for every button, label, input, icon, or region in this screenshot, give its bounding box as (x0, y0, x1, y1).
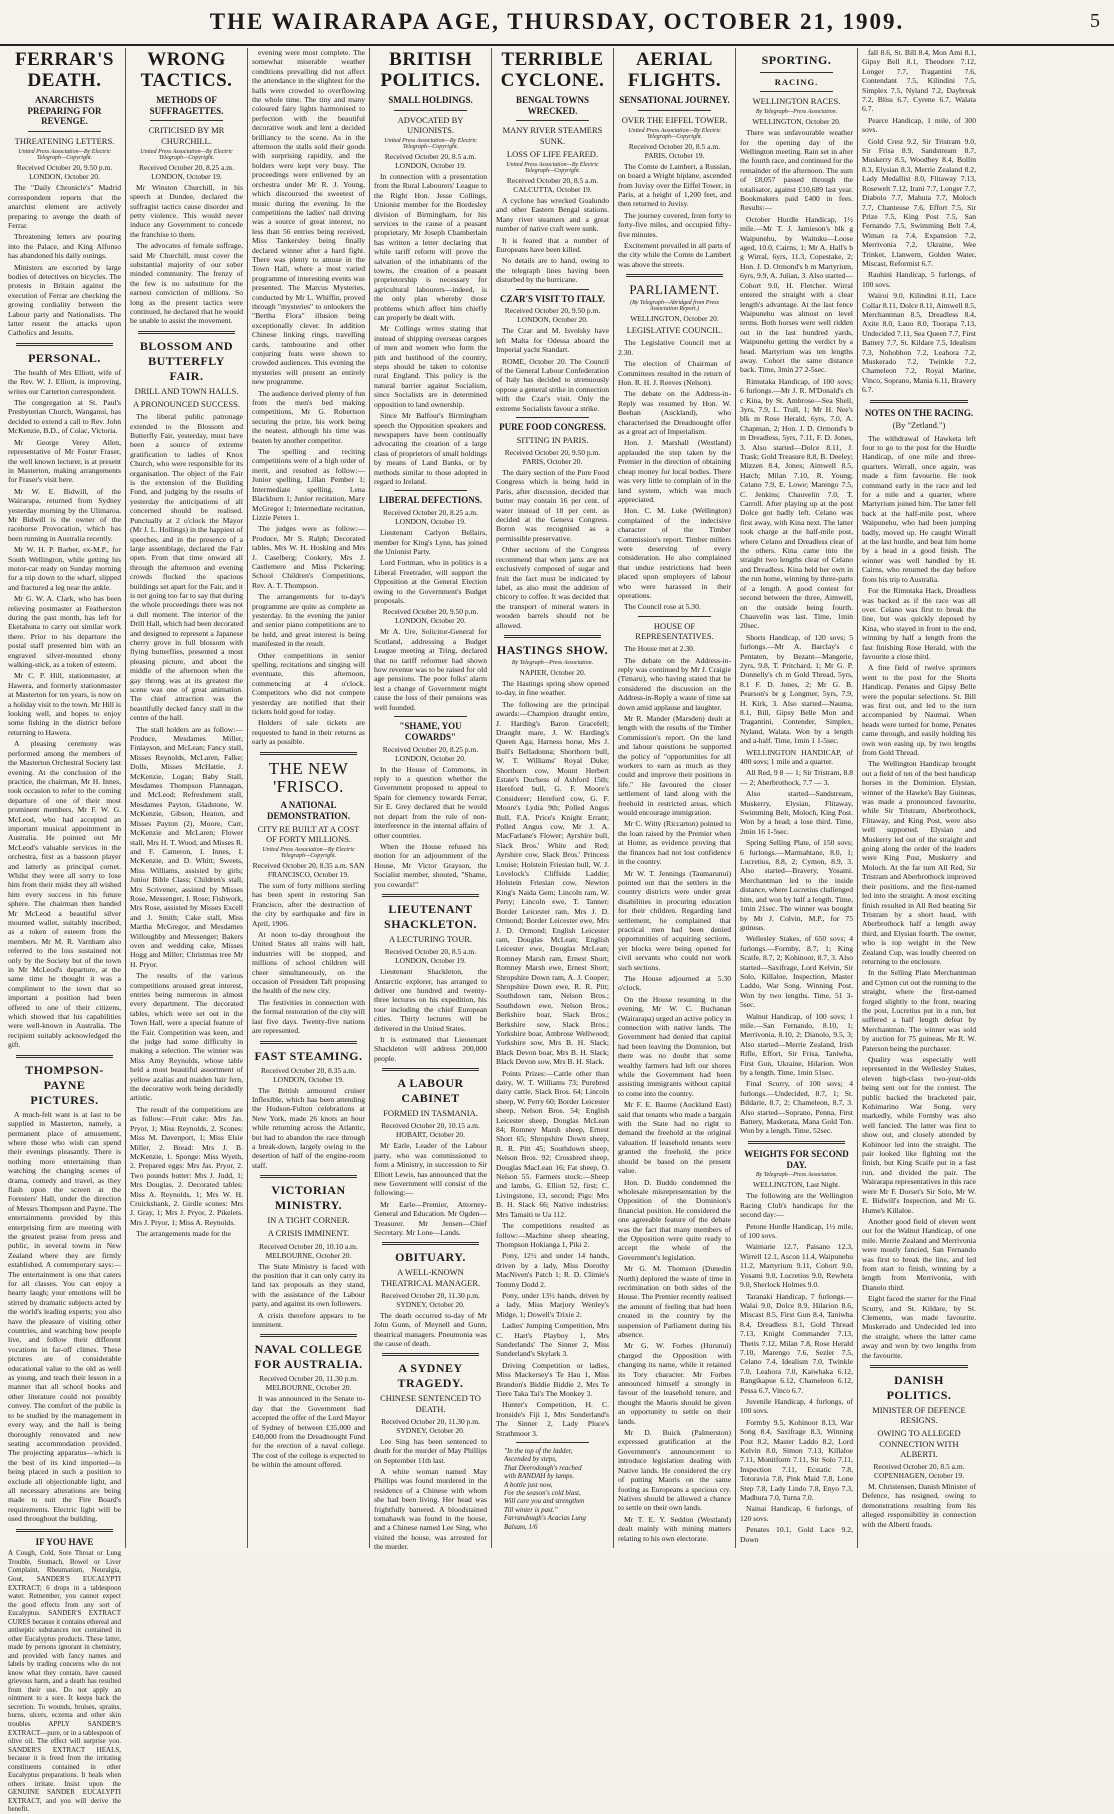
article-paragraph: A cyclone has wrecked Goalundo and other Eastern Bengal stations. Many river steamers and a great number of native craft were sunk. (496, 195, 609, 234)
article-paragraph: Rimutaka Handicap, of 100 sovs; 6 furlongs.—Mr J. R. M'Donald's ch c Kina, by St. Ambrose—Sea Shell, 3yrs, 7.9, L. Trull, 1; Mr H. Nee's blk m Rose Herald, 6yrs, 7.0, A. Chapman, 2; Hon. J. D. Ormond's b m Dreadless, 5yrs, 7.11, F. D. Jones, 3. Also started—Dolce 8.11, J. Trask; Gold Treasure 8.8, B. Deeley; Mizzen 8.4, Jones; Aimwell 8.5, Hatch; Milan 7.10, R. Young; Celano 7.9, E. Lowe; Marengo 7.5, C. Jenkins; Chauvelin 7.0, T. Carroll. After playing up at the post Dolce got badly left. Celano was first away, with Kina next. The latter took charge at the half-mile post, where Celano and Dreadless clear of the others. Kina came into the straight two lengths clear of Celano and Dreadless. Kina held her own in the run home, winning by three-parts of a length. A good contest for second between the three, Aimwell, on the outside being fourth. Chauvelin was last. Time, 1min 20sec. (740, 376, 853, 631)
article-paragraph: In the Selling Plate Merchantman and Cymon cut out the running to the straight, where the first-named forged slightly to the front, nearing the post, Lucretius put in a run, but suffered a half length defeat by Merchantman. The winner was sold by auction for 75 guineas, Mr R. W. Paterson being the purchaser. (862, 968, 976, 1053)
dateline: Received October 20, 8.35 a.m. LONDON, October 19. (261, 1065, 356, 1084)
article-paragraph: Other sections of the Congress recommend that when jams are not exclusively composed of sugar and fruit the fact must be indicated by label, as also must the addition of chicory to coffee. It was decided that the transport of mineral waters in wooden barrels should not be allowed. (496, 545, 609, 630)
article-paragraph: All Red, 9 8 — 1; Sir Tristram, 8.8 — 2; Aberbrothock, 7.7 — 3. (740, 768, 853, 787)
section-subhead: RACING. (774, 77, 819, 87)
wire-credit: By Telegraph—Press Association. (755, 1172, 838, 1179)
dateline: Received October 20, 8.5 a.m. LONDON, October 19. (384, 151, 477, 170)
article-subhead: OVER THE EIFFEL TOWER. (621, 114, 728, 125)
article-paragraph: A much-felt want is at last to be supplied in Masterton, namely, a permanent place of amusement, where those who wish can spend their evenings pleasantly. There is nothing more entertaining than watching the changing scenes of drama, comedy and travel, as they flash upon the screen at the Foresters' Hall, under the direction of Messrs Thompson and Payne. The entertainments provided by this enterprising firm are meeting with the greatest praise from press and public, in several towns in New Zealand where they are firmly established. A contemporary says:—The entertainment is one that caters for all classes. You can enjoy a hearty laugh; your emotions will be stirred by dramatic subjects acted by the world's leading experts; you also have the pleasure of visiting other countries, and watching how people live, and follow their different vocations in far-off climes. These pictures are of considerable educational value to the old as well as young, and teach their lesson in a manner that all school books and other literature could not possibly convey. The comfort of the public is to be studied by the management in every way, and the hall is being thoroughly renovated and new seating accommodation provided. The projecting apparatus—which is the best of its kind imported—is being placed in such a position to exclude all objectionable light, and all necessary alterations are being made to suit the Fire Board's requirements. Electric light will be used throughout the building. (8, 1109, 121, 1524)
wire-credit: United Press Association—By Electric Telegraph—Copyright. (18, 149, 111, 162)
article-paragraph: The journey covered, from forty to forty-five miles, and occupied fifty-five minutes. (618, 210, 731, 239)
article-paragraph: Lieutenant Carlyon Bellairs, member for King's Lynn, has joined the Unionist Party. (374, 528, 487, 556)
article-paragraph: The debate on the Address-in-reply was continued by Mr J. Craigie (Timaru), who having stated that he considered the discussion on the Address-in-Reply a waste of time sat down amid applause and laughter. (618, 655, 731, 712)
article-subhead: A WELL-KNOWN THEATRICAL MANAGER. (380, 1267, 481, 1288)
article-paragraph: It is feared that a number of Europeans have been killed. (496, 235, 609, 254)
article-paragraph: A fine field of twelve sprinters went to the post for the Shorts Handicap. Penates and Gipsy Belle were the popular selections. St. Bill was first out, and led to the turn accompanied by Naumai. When heads were turned for home, Penates came through, and easily holding his own won easing up, by two lengths from Gold Thread. (862, 663, 976, 758)
article-paragraph: fall 8.6, St. Bill 8.4, Mon Ami 8.1, Gipsy Bell 8.1, Theodore 7.12, Longer 7.7, Tragantini 7.6, Contendant 7.5, Kilindini 7.5, Simplex 7.5, Nyland 7.2, Daybreak 7.2, Bliss 6.7, Cyrene 6.7, Walata 6.7. (862, 48, 976, 114)
article-paragraph: A pleasing ceremony was performed among the members of the Masterton Orchestral Society last evening. At the conclusion of the practice, the chairman, Mr H. Innes, took occasion to refer to the coming departure of one of their most prominent members, Mr F. W. G. McLeod, who had accepted an important musical appointment in Australia. He pointed out Mr McLeod's valuable services in the orchestra, first as a bassoon player and latterly as principal cornet. Whilst they were all sorry to lose him from their midst they all wished him every success in his future sphere. The chairman then handed Mr McLeod a beautiful silver mounted wallet, suitably inscribed, as a token of esteem from the members. Mr M. R. Varnham also referred to the loss sustained not only by the Society but of the town in Mr McLeod's departure, at the same time he thought it was a compliment to the town that so important a position had been offered to one of their citizens, which showed that his capabilities were well-known in Australia. The recipient suitably acknowledged the gift. (8, 739, 121, 1050)
article-subhead: SITTING IN PARIS. (516, 434, 589, 445)
section-headline: NAVAL COLLEGE FOR AUSTRALIA. (254, 1342, 363, 1372)
article-subhead: BENGAL TOWNS WRECKED. (516, 94, 589, 116)
article-paragraph: The Council rose at 5.30. (624, 602, 701, 612)
article-paragraph: A crisis therefore appears to be imminent. (252, 1310, 365, 1329)
section-subhead: CZAR'S VISIT TO ITALY. (499, 293, 606, 304)
article-paragraph: The festivities in connection with the formal restoration of the city will last five days. Twenty-five nations are represented. (252, 997, 365, 1036)
article-paragraph: Penates 10.1, Gold Lace 9.2, Down (740, 1525, 853, 1544)
article-paragraph: The congregation at St. Paul's Presbyterian Church, Wanganui, has decided to extend a call to Rev. John McKenzie, B.D., of Colac, Victoria. (8, 398, 121, 436)
dateline: Received October 20, 9.50 p.m. LONDON, October 20. (16, 163, 113, 182)
article-paragraph: The audience derived plenty of fun from the men's bed making competitions, Mr G. Robertson securing the prize, his work being the neatest, although his time was beaten by another competitor. (252, 388, 365, 445)
article-subhead: MANY RIVER STEAMERS SUNK. (502, 125, 603, 146)
article-paragraph: Mr W. H. P. Barber, ex-M.P., for South Wellington, while getting his motor-car ready on Sunday morning for a trip down to the wharf, slipped and fractured a leg near the ankle. (8, 545, 121, 592)
section-subhead: PURE FOOD CONGRESS. (499, 422, 606, 433)
page-number: 5 (1090, 10, 1100, 32)
article-paragraph: October Hurdle Handicap, 1½ mile.—Mr T. J. Jamieson's blk g Waipunehu, by Waituku—Loose aged, 10.0, Cairns, 1; Mr A. Hall's b g Wirral, 6yrs, 11.3, Copestake, 2; Hon. J. D. Ormond's b m Martyrium, 6yrs, 9.9, A. Julian, 3. Also started—Cohort 9.0, H. Fletcher. Wirral entered the straight with a clear length's advantage. At the last fence Waipunehu was almost on level terms. Both horses were well ridden out in the last hundred yards, Waipunehu getting the verdict by a head. Martyrium was ten lengths away. Cohort the same distance back. Time, 3min 27 2-5sec. (740, 214, 853, 375)
article-paragraph: No details are to hand, owing to the telegraph lines having been disturbed by the hurricane. (496, 256, 609, 285)
article-paragraph: The Legislative Council met at 2.30. (618, 338, 731, 357)
column-5 (492, 48, 614, 1548)
article-headline: AERIAL FLIGHTS. (627, 49, 722, 91)
article-subhead: A PRONOUNCED SUCCESS. (133, 399, 240, 410)
article-paragraph: For the Rimutaka Hack, Dreadless was backed as if the race was all over. Celano was first to break the line, but was quickly deposed by Kina, who stayed in front to the end, winning by half a length from the fast finishing Rose Herald, with the favourite a close third. (862, 586, 976, 661)
article-paragraph: The liberal public patronage extended to the Blossom and Butterfly Fair, yesterday, must have been a source of extreme gratification to ladies of Knox Church, who were responsible for its organisation. The object of the Fair is the extension of the Building Fund, and judging by the results of yesterday the anticipations of all concerned should be realised. Punctually at 2 o'clock the Mayor (Mr J. L. Hollings) in the happiest of speeches, and in the presence of a large assemblage, declared the Fair open. From that time onward all through the afternoon and evening crowds flocked the spacious buildings set apart for the Fair, and it is not going too far to say that during the whole proceedings there was not a dull moment. The interior of the Drill Hall, which had been decorated and designed to represent a Japanese cherry grove in full blossom with flying butterflies, presented a most pleasing picture, and about the middle of the afternoon when the gay throng was at its greatest the scene was one of great animation. The chief attraction was the beautifully decked fancy stall in the centre of the hall. (130, 412, 243, 723)
column-6 (614, 48, 736, 1548)
article-paragraph: Pony, 12½ and under 14 hands, driven by a lady, Miss Dorothy MacNiven's Patch 1; R. D. Climie's Tommy Dodd 2. (496, 1251, 609, 1289)
article-paragraph: evening were most complete. The somewhat miserable weather conditions prevailing did not affect the attendance in the slightest for the halls were crowded to overflowing the whole time. The tiny and many coloured fairy lights harmonised to perfection with the beautiful decorative work and lent a decided brilliancy to the scene. As in the afternoon the stalls sold their goods with surprising rapidity, and the holders were kept very busy. The proceedings were enlivened by an orchestra under Mr R. J. Young, which discoursed the sweetest of music during the evening. In the competitions the ladies' nail driving was a source of great interest, no less than 56 entries being received, Miss Tankersley being finally declared winner after a hard fight. There was plenty to amuse in the Town Hall, where a most varied programme of interesting events was presented. The Marcus Mysteries, conducted by Mr L. Whiffin, proved through "mysteries" to onlookers the "Bertha Flora" illusion being exceptionally clever. In addition Chinese linking rings, travelling cards, tambourine and other conjuring feats were shown to crowded audiences. This evening the mysteries will present an entirely new programme. (252, 48, 365, 387)
article-paragraph: Mr G. W. A. Clark, who has been relieving postmaster at Featherston during the past month, has left for Eketahuna to carry out similar work there. Prior to his departure the postal staff presented him with an engraved silver-mounted ebony walking-stick, as a token of esteem. (8, 594, 121, 670)
article-paragraph: Mr W. E. Bidwill, of the Wairarapa, returned from Sydney yesterday morning by the Ulimaroa. Mr Bidwill is the owner of the racehorse Provocation, which has been running in Australia recently. (8, 486, 121, 543)
article-paragraph: Gold Crest 9.2, Sir Tristram 9.0, Sir Frisa 8.9, Sandstream 8.7, Muskerry 8.5, Woodbey 8.4, Bollin 8.3, Elysian 8.3, Merrie Zealand 8.2, Lady Medallist 8.0, Flitaway 7.13, Rosewelt 7.12, Irani 7.7, Longer 7.7, Diabolo 7.7, Mahuta 7.7, Moloch 7.7, Chanteuse 7.6, Effort 7.5, Sir Prize 7.5, King Post 7.5, San Fernando 7.5, Swimming Belt 7.4, Wiman ra 7.4, Expansion 7.2, Merrivonia 7.2, Ukraine, Wee Trinket, Llanwern, Golden Water, Miscast, Reformist 6.7. (862, 136, 976, 268)
article-subhead: METHODS OF SUFFRAGETTES. (149, 94, 224, 116)
article-paragraph: Mr Winston Churchill, in his speech at Dundee, declared the suffragist tactics cause disorder and petty violence. This would never induce any Government to concede the franchise to them. (130, 182, 243, 239)
article-subhead: DRILL AND TOWN HALLS. (134, 385, 239, 396)
article-paragraph: Pearce Handicap, 1 mile, of 300 sovs. (862, 115, 976, 135)
article-subhead: MINISTER OF DEFENCE RESIGNS. (872, 1405, 966, 1426)
article-paragraph: Taranaki Handicap, 7 furlongs.—Walai 9.0, Dolce 8.9, Hilarion 8.6, Miscast 8.5, First Gun 8.4, Taniwha 8.4, Dreadless 8.1, Gold Thread 7.13, Knight Commander 7.13, Thetis 7.12, Milan 7.8, Rose Herald 7.10, Marengo 7.6, Sezler 7.5, Celano 7.4, Idealism 7.0, Twinkle 7.0, Leahora 7.0, Kaiwhaka 6.12, Rangikapue 6.12, Chameleon 6.12, Pessa 6.7, Vinco 6.7. (740, 1291, 853, 1395)
article-headline: TERRIBLE CYCLONE. (500, 49, 605, 91)
dateline: Received October 20, 11.30 p.m. SYDNEY, October 20. (381, 1290, 480, 1309)
article-paragraph: The judges were as follow:—Produce, Mr S. Ralph; Decorated tables, Mrs W. H. Hosking and Mrs J. Caselberg; Cookery, Mrs J. Castlemere and Miss Pickering; School Children's Competitions, Rev. A. T. Thompson. (252, 524, 365, 590)
article-paragraph: The withdrawal of Hawketa left four to go to the post for the Hurdle Handicap, of one mile and three-quarters. Wirrall, once again, was made a firm favourite. He took command early in the race and led for a mile and a quarter, where Martyrium joined him. The latter fell back at the half-mile post, where Waipunehu, who had been jumping badly, moved up. He caught Wirrall at the last hurdle, and beat him home by a head in a good finish. The winner was well handled by H. Cairns, who returned the day before from his trip to Australia. (862, 433, 976, 584)
article-paragraph: Petone Hurdle Handicap, 1½ mile, of 100 sovs. (740, 1221, 853, 1241)
article-paragraph: In the House of Commons, in reply to a question whether the Government proposed to appeal to Spain for clemency towards Ferrar, Sir E. Grey declared that he would not depart from the rule of non-interference in the internal affairs of other countries. (374, 764, 487, 840)
dateline: Received October 20, 10.10 a.m. MELBOURNE, October 20. (259, 1241, 358, 1260)
advert-verse: "In the top of the ladder, Ascended by steps, That Deerodough's reached with RANDAH by lamps. A bottle just now, For the season's cold blast, Will cure you and strengthen Till winter is past." Farrandough's Acacias Lung Balsam, 1/6 (504, 1447, 586, 1531)
article-paragraph: Hon. J. Marshall (Westland) applauded the step taken by the Premier in the direction of obtaining cheap money for local bodies. There was very little to complain of in the land system, which was much appreciated. (618, 438, 731, 504)
article-paragraph: Threatening letters are pouring into the Palace, and King Alfonso has abandoned his daily outings. (8, 232, 121, 261)
article-paragraph: At noon to-day throughout the United States all trains will halt, industries will be stopped, and millions of school children will cheer simultaneously, on the occasion of President Taft proposing the health of the new city. (252, 930, 365, 996)
dateline: Received October 20, 8.5 a.m. LONDON, October 19. (384, 947, 477, 966)
article-paragraph: Mr G. W. Forbes (Hurunui) charged the Opposition with changing its name, while it retained its Tory character. Mr Forbes announced himself a strongly in favour of the leasehold tenure, and thought the Maoris should be given an opportunity to settle on their lands. (618, 1341, 731, 1426)
article-subhead: ANARCHISTS PREPARING FOR REVENGE. (27, 94, 102, 127)
article-paragraph: Eight faced the starter for the Final Scurry, and St. Kildare, by St. Clements, was made favourite. Muskerado and Undecided led into the straight, where the latter came away and won by two lengths from the favourite. (862, 1294, 976, 1360)
masthead (0, 0, 1114, 46)
dateline: Received October 20, 11.30 p.m. SYDNEY, October 20. (381, 1416, 480, 1435)
section-headline: SPORTING. (761, 53, 832, 67)
article-paragraph: The death occurred to-day of Mr John Gunn, of Meynell and Gunn, theatrical managers. Pneumonia was the cause of death. (374, 1310, 487, 1349)
article-paragraph: The Hastings spring show opened to-day, in fine weather. (496, 678, 609, 698)
article-subhead: A NATIONAL DEMONSTRATION. (266, 800, 351, 821)
wire-credit: (By Telegraph—Abridged from Press Association Report.) (630, 300, 719, 313)
section-headline: THE NEW 'FRISCO. (268, 758, 349, 797)
column-7 (736, 48, 858, 1548)
dateline: WELLINGTON, October 20. (630, 314, 719, 324)
article-paragraph: The dairy section of the Pure Food Congress which is being held in Paris, after discussion, decided that butter may contain 16 per cent. of water instead of 18 per cent. as decided at the Geneva Congress. Boron was recognised as a permissible preservative. (496, 468, 609, 543)
article-paragraph: The health of Mrs Elliott, wife of the Rev. W. J. Elliott, is improving, writes our Carterton correspondent. (8, 367, 121, 396)
section-headline: OBITUARY. (395, 1250, 466, 1265)
wire-credit: By Telegraph—Press Association. (511, 659, 594, 666)
article-paragraph: Hon. C. M. Luke (Wellington) complained of the indecisive character of the Timber Commission's report. Timber millers were deserving of every consideration. He also complained that undue restrictions had been placed upon employers of labour who were harassed in their operations. (618, 506, 731, 600)
article-paragraph: Another good field of eleven went out for the Walnut Handicap, of one mile. Merrie Zealand and Merrivonia were mostly fancied, San Fernando was first to break the line, and led from start to finish, winning by a length from Merrivonia, with Dianolo third. (862, 1216, 976, 1292)
article-paragraph: The arrangements for to-day's programme are quite as complete as yesterday. In the evening the junior and senior piano competitions are to be held, and great interest is being manifested in the result. (252, 592, 365, 649)
wire-credit: United Press Association—By Electric Telegraph—Copyright. (506, 161, 599, 174)
section-headline: PARLIAMENT. (629, 282, 720, 298)
article-subhead: ADVOCATED BY UNIONISTS. (397, 114, 464, 135)
article-paragraph: M. Christensen, Danish Minister of Defence, has resigned, owing to demonstrations resulting from his alleged responsibility in connection with the Alberti frauds. (862, 1481, 976, 1529)
article-paragraph: The Wellington Handicap brought out a field of ten of the best handicap horses in the Dominion. Elysian, winner of the Hawke's Bay Guineas, was made a pronounced favourite, while Sir Tristram, Aberbrothock, Flitaway, and King Post, were also well supported. Elysian and Muskerry led out of the straight and going along the order of the leaders were King Post, Muskerry and Moloch. At the far turn All Red, Sir Tristram and Aberbrothock improved their positions, and the first-named led into the straight. A most exciting finish resulted in All Red beating Sir Tristram by a short head, with Aberbrothock half a length away third, and Elysian fourth. The owner, who is top weight in the New Zealand Cup, was loudly cheered on returning to the enclosure. (862, 759, 976, 966)
article-paragraph: Also started—Sandstream, Muskerry, Elysian, Flitaway, Swimming Belt, Moloch, King Post. Won by a head; a lose third. Time, 2min 16 1-5sec. (740, 789, 853, 836)
advert-headline: IF YOU HAVE (35, 1536, 94, 1547)
article-paragraph: Walnut Handicap, of 100 sovs; 1 mile.—San Fernando, 8.10, 1; Merrivonia, 8.10, 2; Dianolo, 9.5, 3; Also started—Merrie Zealand, Irish Rifle, Effort, Sir Frisa, Taniwha, First Gun, Ukraine, Hilarion. Won by a length. Time, 1min 51sec. (740, 1011, 853, 1077)
article-paragraph: Lord Fortman, who in politics is a Liberal Freetrader, will support the Opposition at the General Election owing to the Government's Budget proposals. (374, 558, 487, 605)
column-4 (370, 48, 492, 1552)
article-paragraph: Formby 9.5, Kohinoor 8.13, War Song 8.4, Saxifrage 8.3, Winning Post 8.2, Master Laddo 8.2, Lord Kelvin 8.0, Simon 7.13, Killaloe 7.11, Monitform 7.11, Sir Solo 7.11, Inspection 7.11, Ecstatic 7.8, Totoravia 7.8, Pink Maid 7.8, Lone Step 7.8, Lady Lindo 7.8, Enyo 7.3, Madhura 7.0, Turna 7.0. (740, 1417, 853, 1503)
article-subhead: FORMED IN TASMANIA. (383, 1108, 478, 1119)
columns (4, 48, 1110, 1814)
dateline: Received October 20, 10.15 a.m. HOBART, October 20. (381, 1121, 480, 1140)
wire-credit: United Press Association—By Electric Telegraph—Copyright. (140, 148, 233, 161)
article-paragraph: The result of the competitions are as follow:—Fruit cake: Mrs Jas. Pryor, 1; Miss Reynolds, 2. Scones: Miss M. Davenport, 1; Miss Elsie Miller, 2. Bread: Mrs J. B. McKenzie, 1. Sponge: Miss Wyeth, 2. Prepared eggs: Mrs Jas. Pryor, 2. Two pounds butter: Mrs J. Judd, 1; Mrs Douglas, 2. Decorated tables: Miss A. Reynolds, 1; Mrs W. H. Cruickshank, 2. Girdle scones: Mrs J. Gray, 1; Mrs J. Pryor, 2. Pikelets. Mrs J. Pryor, 1; Miss A. Reynolds. (130, 1104, 243, 1227)
article-paragraph: The debate on the Address-in-Reply was resumed by Hon. W. Beehan (Auckland), who characterised the Dreadnought offer as a great act of Imperialism. (618, 389, 731, 437)
article-subhead: A CRISIS IMMINENT. (267, 1228, 350, 1239)
column-2 (126, 48, 248, 1548)
dateline: Received October 20, 8.5 a.m. CALCUTTA, October 19. (506, 175, 599, 194)
article-subhead: CHINESE SENTENCED TO DEATH. (380, 1393, 481, 1414)
section-headline: A LABOUR CABINET (397, 1076, 464, 1106)
section-headline: A SYDNEY TRAGEDY. (397, 1361, 464, 1391)
article-paragraph: Mr T. E. Y. Seddon (Westland) dealt mainly with mining matters relating to his own electorate. (618, 1514, 731, 1543)
article-paragraph: The spelling and reciting competitions were of a high order of merit, and resulted as follow:—Junior spelling, Lillan Pember 1; Intermediate spelling, Lena Blackburn 1; Junior recitation, Mary McGregor 1; Intermediate recitation, Lizzie Peters 1. (252, 447, 365, 522)
article-subhead: SMALL HOLDINGS. (388, 94, 473, 105)
article-paragraph: The following are the Wellington Racing Club's handicaps for the second day:— (740, 1191, 853, 1220)
article-paragraph: Quality was especially well represented in the Wellesley Stakes, eleven high-class two-year-olds being sent out for the contest. The public backed the bracketed pair, Kohimarino War Song, very markedly, while Formby was also well fancied. The latter was first to show out, and closely attended by Kohinoor led into the straight. The pair looked like fighting out the finish, but King Scaife put in a fast run, and divided the pair. The Wairarapa representatives in this race were Mr F. Dorset's Sir Solo, Mr W. E. Bidwill's Inspection, and Mr G. Hume's Killaloe. (862, 1055, 976, 1215)
article-subhead: CITY RE BUILT AT A COST OF FORTY MILLIONS. (257, 823, 360, 844)
article-paragraph: The stall holders are as follow:—Produce, Mesdames Miller, Finlayson, and McLean; Fancy stall, Misses Reynolds, McLaren, Falke; Dolls, Misses McHattie, J. McKenzie, Logan; Baby Stall, Mesdames Thompson Flannagan, and McLeod; Refreshment stall, Mesdames Payton, Gladstone, W. McKenzie, Gibson, Heaton, and Misses Payton (2), Moore, Carr, McKenzie and McLaren; Flower stall, Mrs H. T. Wood, and Misses R. and F. Cameron, I. Innes, I. McKenzie, and D. Whitt; Sweets, Miss Williams, assisted by girls; Junior Bible Class; Children's stall, Mrs Scrivener, assisted by Misses Rose, Messenger, I. Rose; Fishwork, Mrs Rose, assisted by Misses Excell and J. Smith; Cake stall, Miss Martha McGregor, and Mesdames Willoughby and Messenger; Bakers oven and wedding cake, Misses Hogg and Miller; Christmas tree Mr H. Pryor. (130, 724, 243, 969)
article-headline: BRITISH POLITICS. (380, 49, 481, 91)
article-subhead: WELLINGTON RACES. (752, 96, 841, 106)
section-headline: LIEUTENANT SHACKLETON. (384, 901, 477, 931)
article-paragraph: On the House resuming in the evening, Mr W. C. Buchanan (Wairarapa) urged an active policy in connection with native lands. The Government had denied that capital had been leaving the Dominion, but there was no doubt that some wealthy farmers had left our shores while the Government had been assisting immigrants without capital to come into the country. (618, 994, 731, 1098)
wire-credit: United Press Association—By Electric Telegraph—Copyright. (384, 137, 477, 150)
wire-credit: By Telegraph—Press Association. (755, 109, 838, 116)
article-paragraph: Rauhini Handicap, 5 furlongs, of 100 sovs. (862, 270, 976, 289)
article-paragraph: The British armoured cruiser Inflexible, which has been attending the Hudson-Fulton celebrations at New York, made 26 knots an hour while returning across the Atlantic, but had to abandon the race through a break-down, largely owing to the desertion of half of the engine-room staff. (252, 1085, 365, 1170)
article-subhead: OWING TO ALLEGED CONNECTION WITH ALBERTI. (877, 1428, 961, 1459)
article-paragraph: Points Prizes:—Cattle other than dairy, W. T. Williams 73; Purebred dairy cattle, Slack Bros. 64; Lincoln sheep, W. Perry 60; Border Leicester sheep, Nelson Bros. 54; English Leicester sheep, Douglas McLean 84; Romney Marsh sheep, Ernest Short 65; Shropshire Down sheep, R. R. Pitt 45; Southdown sheep, Nelson Bros. 92; Crossbred sheep, Douglas MacLean 16; Fat sheep, O. Nelson 55. Farmers stock:—Sheep and lambs, G. Elliott 52, first; C. Livingstone, 13, second; Pigs: Mrs B. H. Slack 66; Native industries: Mrs Tamaiti te Ua 112. (496, 1068, 609, 1219)
article-paragraph: Mr A. Ure, Solicitor-General for Scotland, addressing a Budget League meeting at Tring, declared that no tariff reformer had shown how revenue was to be raised for old age pensions. The poor folks' alarm lest a change of Government might cause the loss of their pensions was well founded. (374, 627, 487, 712)
article-paragraph: Hunter's Competition, H. C. Ironside's Fiji 1, Mrs Sunderland's The Sinner 2, Lady Pluce's Strathmoor 3. (496, 1400, 609, 1438)
section-subhead: "SHAME, YOU COWARDS" (399, 721, 462, 742)
article-paragraph: Mr W. T. Jennings (Taumarunui) pointed out that the settlers in the country districts were under great disabilities in procuring education for their children. Regarding land settlement, he complained that practical men had been denied opportunities of acquiring sections, yet blocks were being opened for civil servants who could not work such sections. (618, 868, 731, 972)
article-paragraph: Mr G. M. Thomson (Dunedin North) deplored the waste of time in recrimination on both sides of the House. The Premier recently realised the amount of feeling that had been created in the country by the suspension of Parliament during his absence. (618, 1264, 731, 1340)
article-paragraph: Nainai Handicap, 6 furlongs, of 120 sovs. (740, 1504, 853, 1523)
article-paragraph: The results of the various competitions aroused great interest, entries being numerous in almost every department. The decorated tables, which were set out in the Town Hall, were a special feature of the Fair. Competition was keen, and the judge had some difficulty in making a selection. The winner was Miss Amy Reynolds, whose table held a most beautiful assortment of yellow azalias and maiden hair fern, the decorative work being decidedly artistic. (130, 971, 243, 1103)
section-headline: THOMPSON-PAYNE PICTURES. (25, 1062, 104, 1107)
article-paragraph: ROME, October 20. The Council of the General Labour Confederation of Italy has decided to strenuously oppose a general strike in connection with the Czar's visit. Only the extreme Socialists favour a strike. (496, 356, 609, 413)
article-paragraph: It was announced in the Senate to-day that the Government had accepted the offer of the Lord Mayor of Sydney of between £35,000 and £40,000 from the Dreadnought Fund for the erection of a naval college. The cost of the college is expected to be within the amount offered. (252, 1394, 365, 1470)
section-headline: DANISH POLITICS. (886, 1373, 952, 1403)
article-paragraph: Ministers are escorted by large bodies of detectives on bicycles. The protests in Britain against the execution of Ferrar are checking the growing cordiality between the Labour party and Nationalists. The latter resent the attacks upon Catholics and Jesuits. (8, 262, 121, 338)
article-paragraph: Wairoi 9.0, Kilindini 8.11, Lace Collar 8.11, Dolce 8.11, Aimwell 8.5, Merchantman 8.5, Dreadless 8.4, Axite 8.0, Lauo 8.0, Toorapa 7.13, Undecided 7.11, Sea Queen 7.7, First Battery 7.7, St. Kildare 7.5, Idealism 7.3, Nohobhon 7.2, Leahora 7.2, Muskerado 7.2, Twinkle 7.2, Chameleon 7.2, Royal Marine, Vinco, Soprano, Mania 6.11, Bravery 6.7. (862, 291, 976, 395)
article-paragraph: The House adjourned at 5.30 o'clock. (618, 973, 731, 993)
article-paragraph: Spring Selling Plate, of 150 sovs; 6 furlongs.—Marmahtane, 8.0, 1; Lucretius, 8.8, 2; Cymon, 8.9, 3. Also started—Bravery, Yosami. Merchantman led to the inside distance, where Lucretius challenged him, and won by half a length. Time, 1min 21sec. The winner was bought by Mr J. Colvin, M.P., for 75 guineas. (740, 838, 853, 932)
article-paragraph: Holders of sale tickets are requested to hand in their returns as early as possible. (252, 718, 365, 747)
article-subhead: SENSATIONAL JOURNEY. (619, 94, 730, 105)
section-headline: VICTORIAN MINISTRY. (271, 1183, 346, 1213)
article-paragraph: Mr C. P. Hill, stationmaster, at Hawera, and formerly stationmaster at Masterton for ten years, is now on a holiday visit to the town. Mr Hill is looking well, and hopes to enjoy some fishing in the district before returning to Hawera. (8, 671, 121, 737)
dateline: Received October 20, 11.30 p.m. MELBOURNE, October 20. (259, 1374, 358, 1393)
section-subhead: WEIGHTS FOR SECOND DAY. (744, 1148, 849, 1170)
article-headline: WRONG TACTICS. (140, 49, 233, 91)
article-subhead: THREATENING LETTERS. (14, 136, 115, 147)
article-paragraph: The advocates of female suffrage, said Mr Churchill, must cover the substantial majority of our sober minded community. The frenzy of the few is no substitute for the earnest conviction of millions. So long as the present tactics were continued, he declared that he would be unable to assist the movement. (130, 241, 243, 326)
byline: (By "Zetland.") (892, 420, 946, 431)
dateline: Received October 20, 8.5 a.m. PARIS, October 19. (628, 141, 721, 160)
dateline: Received October 20, 9.50 p.m. LONDON, October 20. (504, 306, 601, 325)
article-paragraph: The sum of forty millions sterling has been spent in restoring San Francisco, after the destruction of the city by earthquake and fire in April, 1906. (252, 881, 365, 928)
article-subhead: HOUSE OF REPRESENTATIVES. (635, 620, 714, 641)
article-subhead: A LECTURING TOUR. (388, 933, 473, 944)
article-paragraph: Shorts Handicap, of 120 sovs; 5 furlongs.—Mr A. Barclay's c Pentaten, by Bezant—Mangerie, 2yrs, 9.8, T. Pritchard, 1; Mr G. P. Donnelly's ch m Gold Thread, 5yrs, 8.1 F. D. Jones, 2; Mr G. B. Pearson's br g Longmer, 5yrs, 7.9, H. Kirk, 3. Also started—Nauma, 8.1, Bill, Gipsy Belle Mon and Tragantini, Contender, Simplex, Nyland, Walata. Won by a length and a-half. Time, 1min 1 1-5sec. (740, 632, 853, 746)
article-paragraph: The Czar and M. Isvolsky have left Malta for Odessa aboard the Imperial yacht Standart. (496, 326, 609, 355)
wire-credit: United Press Association—By Electric Telegraph—Copyright. (628, 127, 721, 140)
article-paragraph: Driving Competition or ladies, Miss Mackersey's Te Hau 1, Miss Brandon's Biddie Biddie 2, Mrs Te Tiere Taka Tai's The Monkey 3. (496, 1360, 609, 1398)
article-paragraph: The following are the principal awards:—Champion draught entire, J. Harding's Baron Gracefell; Draught mare, J. W. Harding's Queen Aga; Harness horse, Mrs J. Bull's Belladonna; Shorthorn bull, W. T. Williams' Royal Duke; Shorthorn cow, Mount Herbert Estate's Duchess of Ashford 15th; Hereford bull, G. F. Moore's Considerer; Hereford cow, G. F. Moore's Lydia 9th; Polled Angus Bull, F.A. Price's Knight Errant; Polled Angus cow, Mr J. A. MacFarlane's Flower; Ayrshire bull, Slack Bros.' White and Red; Ayrshire cow, Slack Bros.' Princess Louise; Holstein Friesian bull, W. J. Lovelock's Cliffside Laddie; Holstein Friesian cow, Newton King's Naida Gem; Lincoln ram, W. Perry; Lincoln ewe, T. Tanner; Border Leicester ram, Mrs J. D. Ormond; Border Leicester ewe, Mrs J. D. Ormond; English Leicester ram, Douglas McLean; English Leicester ewe, Douglas McLean; Romney Marsh ram, Ernest Short; Romney Marsh ewe, Ernest Short; Shropshire Down ram, A. J. Cooper; Shropshire Down ewe, R. R. Pitt; Southdown ram, Nelson Bros.; Southdown ewe, Nelson Bros.; Berkshire boar, Slack Bros.; Berkshire sow, Slack Bros.; Yorkshire boar, Ambrose Wellwood; Yorkshire sow, Mrs B. H. Slack; Black Devon boar, Mrs B. H. Slack; Black Devon sow, Mrs B. H. Slack. (496, 699, 609, 1067)
section-subhead: NOTES ON THE RACING. (864, 407, 974, 418)
dateline: WELLINGTON, Last Night. (753, 1180, 840, 1190)
dateline: Received October 20, 8.25 p.m. LONDON, October 20. (382, 744, 479, 763)
article-paragraph: The competitions resulted as follow:—Machine sheep shearing, Thompson Hokianga 1, Piki 2. (496, 1221, 609, 1249)
article-paragraph: Mr C. Witty (Riccarton) pointed to the loan raised by the Premier when at Home, as evidence proving that the finances had not lost confidence in the country. (618, 819, 731, 867)
article-subhead: LOSS OF LIFE FEARED. (506, 148, 599, 159)
article-paragraph: The "Daily Chronicle's" Madrid correspondent reports that the anarchist element are actively preparing to avenge the death of Ferrar. (8, 183, 121, 230)
article-paragraph: A white woman named May Phillips was found murdered in the residence of a Chinese with whom she had been living. Her head was frightfully battered. A bloodstained tomahawk was found in the house, and a Chinese named Lee Sing, who visited the house, was arrested for the murder. (374, 1467, 487, 1552)
article-paragraph: Since Mr Balfour's Birmingham speech the Opposition speakers and newspapers have been continually advocating the creation of a large class of proprietors of small holdings by means of Land Banks, or by methods similar to those adopted in regard to Ireland. (374, 411, 487, 486)
article-paragraph: Ladies' Jumping Competition, Mrs C. Hart's Playboy 1, Mrs Sunderlands' The Sinner 2, Miss Sunderland's Skylark 3. (496, 1321, 609, 1359)
article-paragraph: Mr D. Buick (Palmerston) expressed gratification at the Government's announcement to introduce legislation dealing with Native lands. He considered the cry of putting Maoris on the same footing as Europeans a specious cry. Natives should be allowed a chance to settle on their own lands. (618, 1428, 731, 1513)
article-paragraph: It is estimated that Lieutenant Shackleton will address 200,000 people. (374, 1034, 487, 1063)
dateline: Received October 20, 8.5 a.m. COPENHAGEN, October 19. (873, 1461, 965, 1480)
article-paragraph: Waimarie 12.7, Paisano 12.3, Wirrell 12.1, Ascon 11.4, Waipunehu 11.2, Martyrium 9.11, Cohort 9.0, Yosami 9.0, Lucretius 9.0, Rewheta 9.0, Sherlock Holmes 9.0. (740, 1242, 853, 1290)
dateline: Received October 20, 8.35 a.m. SAN FRANCISCO, October 19. (252, 861, 365, 879)
advert-text: A Cough, Cold, Sore Throat or Lung Trouble, Stomach, Bowel or Liver Complaint, Rheumatism, Neuralgia, Gout, SANDER'S EUCALYPTI EXTRACT; 6 drops in a tablespoon water. Remember, you cannot expect the good effects from any sort of Eucalyptus. SANDER'S EXTRACT CURES because it contains ethereal and antiseptic substances not contained in other Eucalyptus products. These latter, made by persons ignorant in chemistry, and provided with fancy names and labels by trading concerns who do not know what they contain, have caused grievous harm, and a death has resulted from their use. Do not apply an ointment to a sore. It keeps back the secretion. To wounds, bruises, sprains, burns, ulcers, eczema and other skin troubles APPLY SANDER'S EXTRACT—pure, or in a tablespoon of olive oil. The effect will surprise you. SANDER'S EXTRACT HEALS, because it is freed from the irritating constituents contained in other Eucalyptus preparations. It heals when others irritate. Insist upon the GENUINE SANDER EUCALYPTI EXTRACT, and you will derive the benefit. (8, 1549, 121, 1814)
column-1 (4, 48, 126, 1814)
dateline: NAPIER, October 20. (519, 667, 586, 677)
article-paragraph: The arrangements made for the (136, 1229, 231, 1239)
column-8 (858, 48, 980, 1548)
masthead-title: THE WAIRARAPA AGE, THURSDAY, OCTOBER 21, 1909. (209, 9, 905, 34)
column-3 (248, 48, 370, 1548)
article-paragraph: Final Scurry, of 100 sovs; 4 furlongs.—Undecided, 8.7, 1; St. Bildarie, 8.7, 2; Chameleon, 8.7, 3. Also started—Soprano, Penna, First Battery, Maskerata, Mana Gold Ton. Won by a length. Time, 52sec. (740, 1079, 853, 1136)
article-paragraph: When the House refused his motion for an adjournment of the House, Mr Victor Grayson, the Socialist member, shouted, "Shame, you cowards!" (374, 841, 487, 889)
article-subhead: LEGISLATIVE COUNCIL. (626, 325, 723, 336)
article-paragraph: The Comte de Lambert, a Russian, on board a Wright biplane, ascended from Juvisy over the Eiffel Tower, in Paris, at a height of 1,200 feet, and then returned to Juvisy. (618, 161, 731, 209)
article-paragraph: Mr Earle, Leader of the Labour party, who was commissioned to form a Ministry, in succession to Sir Elliott Lewis, has announced that the new Government will consist of the following:— (374, 1141, 487, 1198)
dateline: Received October 20, 8.25 a.m. LONDON, October 19. (383, 508, 478, 527)
article-paragraph: The election of Chairman of Committees resulted in the return of Hon. R. H. J. Reeves (Nelson). (618, 359, 731, 388)
article-paragraph: Excitement prevailed in all parts of the city while the Comte de Lambert was above the streets. (618, 241, 731, 269)
section-headline: PERSONAL. (28, 350, 101, 365)
article-paragraph: The House met at 2.30. (624, 644, 695, 654)
article-headline: FERRAR'S DEATH. (14, 49, 114, 91)
article-paragraph: Mr F. E. Baume (Auckland East) said that tenants who made a bargain with the State had no right to demand the freehold at the original valuation. If leasehold tenants were granted the freehold, the price should be based on the present value. (618, 1100, 731, 1176)
article-paragraph: Mr R. Mander (Marsden) dealt at length with the results of the Timber Commission's report. On the land and labour questions he supported the policy of "opportunities for all workers to earn as much as they could and improve their positions in life." He favoured the closer settlement of land along with the freehold in restricted areas, which would encourage immigration. (618, 714, 731, 818)
wire-credit: United Press Association—By Electric Telegraph—Copyright. (262, 847, 355, 859)
article-paragraph: Pony, under 13½ hands, driven by a lady, Miss Marjory Wenley's Midge, 1; Dowell's Trixie 2. (496, 1290, 609, 1319)
article-subhead: CRITICISED BY MR CHURCHILL. (148, 125, 225, 146)
article-paragraph: Hon. D. Buddo condemned the wholesale misrepresentation by the Opposition of the Dominion's financial position. He considered the one agreeable feature of the debate was the fact that many members of the Opposition were quite ready to accept the whole of the Government's legislation. (618, 1177, 731, 1262)
section-headline: HASTINGS SHOW. (496, 642, 609, 657)
dateline: Received October 20, 9.50 p.m. LONDON, October 20. (382, 607, 479, 626)
article-paragraph: Juvenile Handicap, 4 furlongs, of 100 sovs. (740, 1396, 853, 1416)
dateline: WELLINGTON, October 20. (752, 117, 841, 127)
section-subhead: LIBERAL DEFECTIONS. (378, 495, 483, 506)
article-paragraph: There was unfavourable weather for the opening day of the Wellington meeting. Rain set in after the fourth race, and continued for the remainder of the afternoon. The sum of £8,057 passed through the totalisator, against £10,689 last year. Bookmakers paid £400 in fees. Results:— (740, 128, 853, 213)
article-paragraph: Lieutenant Shackleton, the Antarctic explorer, has arranged to deliver one hundred and twenty-three lectures on his expedition, his tour including the chief European cities. Thirty lectures will be delivered in the United States. (374, 967, 487, 1033)
dateline: Received October 20, 9.50 p.m. PARIS, October 20. (504, 448, 601, 467)
article-subhead: IN A TIGHT CORNER. (267, 1215, 350, 1226)
article-paragraph: Mr Earle—Premier, Attorney-General and Education. Mr Ogden—Treasurer. Mr Jensen—Chief Secretary. Mr Lone—Lands. (374, 1199, 487, 1238)
article-paragraph: WELLINGTON HANDICAP, of 400 sovs; 1 mile and a quarter. (740, 747, 853, 766)
article-paragraph: Other competitions in senior spelling, recitations and singing will eventuate, this afternoon, commencing at 4 o'clock. Competitors who did not compete yesterday are notified that their tickets hold good for today. (252, 650, 365, 717)
article-paragraph: Mr George Verey Allen, representative of Mr Foster Fraser, the well known lecturer, is at present in Masterton, making arrangements for Fraser's visit here. (8, 437, 121, 485)
article-paragraph: Wellesley Stakes, of 650 sovs; 4 furlongs.—Formby, 8.7, 1; King Scaife, 8.7, 2; Kohinoor, 8.7, 3. Also started—Saxifrage, Lord Kelvin, Sir Solo, Killaloe, Inspection, Master Laddo, War Song. Winning Post. Won by two lengths. Time, 51 3-5sec. (740, 934, 853, 1010)
section-headline: FAST STEAMING. (254, 1048, 363, 1063)
dateline: Received October 20, 8.25 a.m. LONDON, October 19. (139, 162, 234, 181)
article-paragraph: The State Ministry is faced with the position that it can only carry its land tax proposals as they stand, with the assistance of the Labour party, and against its own followers. (252, 1261, 365, 1309)
article-paragraph: Lee Sing has been sentenced to death for the murder of May Phillips on September 11th last. (374, 1436, 487, 1465)
article-paragraph: In connection with a presentation from the Rural Labourers' League to the Right Hon. Jesse Collings, Unionist member for the Bordesley division of Birmingham, for his services to the cause of a peasant proprietary, Mr Joseph Chamberlain has written a letter declaring that while tariff reform will prove the salvation of the inhabitants of the towns, the creation of a peasant proprietorship is necessary for agricultural labourers—indeed, is the only plan whereby those problems which affect him chiefly can properly be dealt with. (374, 171, 487, 323)
section-headline: BLOSSOM AND BUTTERFLY FAIR. (139, 338, 234, 383)
article-paragraph: Mr Collings writes stating that instead of shipping overseas cargoes of men and women who form the pith and lustihood of the country, steps should be taken to colonise rural England. This policy is the natural barrier against Socialism, since Socialists are in determined opposition to land ownership. (374, 324, 487, 409)
